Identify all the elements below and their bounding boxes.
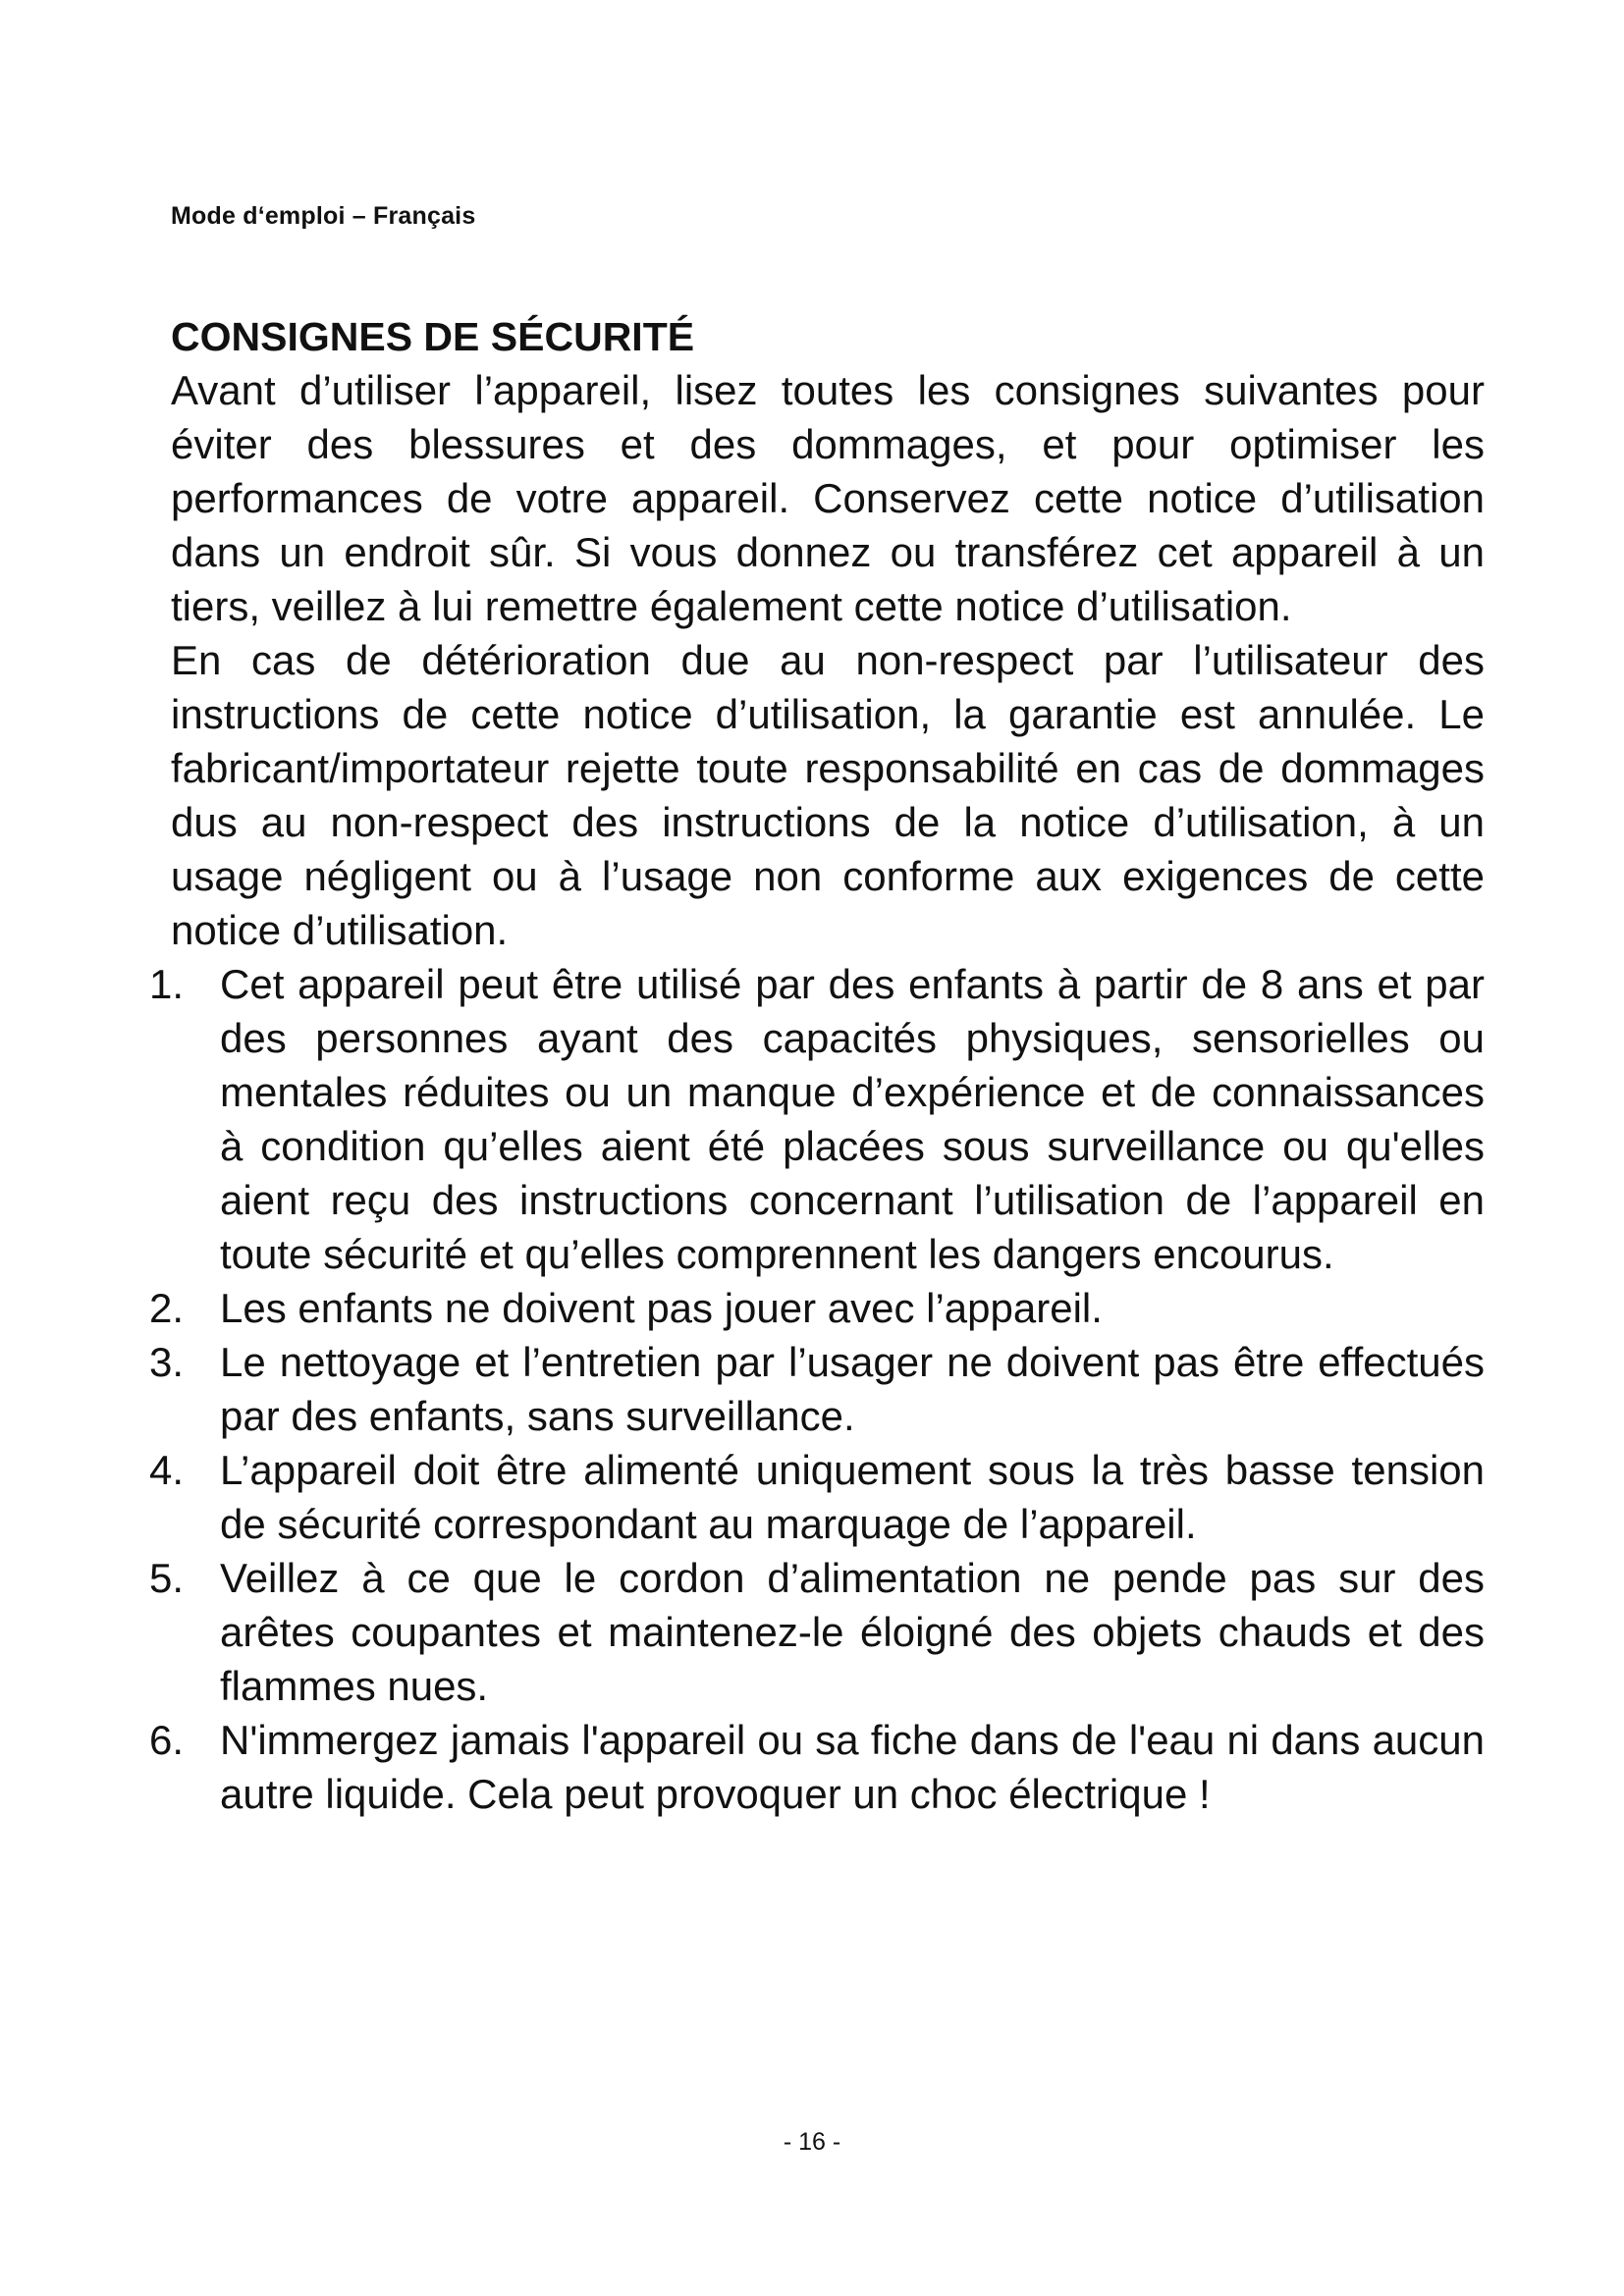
list-item-text: L’appareil doit être alimenté uniquement sous la très basse tension de sécurité correspondant au marquage de l’appareil. [220,1447,1485,1547]
list-item-text: N'immergez jamais l'appareil ou sa fiche dans de l'eau ni dans aucun autre liquide. Cela peut provoquer un choc électrique ! [220,1717,1485,1817]
running-header: Mode d‘emploi – Français [171,202,476,230]
list-item-text: Le nettoyage et l’entretien par l’usager ne doivent pas être effectués par des enfants, sans surveillance. [220,1339,1485,1439]
list-item [149,1713,1485,1821]
list-item [149,957,1485,1281]
list-item-text: Cet appareil peut être utilisé par des enfants à partir de 8 ans et par des personnes ayant des capacités physiques, sensorielles ou mentales réduites ou un manque d’expérience et de connaissances à condition qu’elles aient été placées sous surveillance ou qu'elles aient reçu des instructions concernant l’utilisation de l’appareil en toute sécurité et qu’elles comprennent les dangers encourus. [220,961,1485,1277]
list-item-number: 6. [149,1717,185,1763]
list-item-number: 3. [149,1339,185,1385]
list-item-number: 4. [149,1447,185,1493]
list-item [149,1335,1485,1443]
warranty-paragraph: En cas de détérioration due au non-respect par l’utilisateur des instructions de cette notice d’utilisation, la garantie est annulée. Le fabricant/importateur rejette toute responsabilité en cas de dommages dus au non-respect des instructions de la notice d’utilisation, à un usage négligent ou à l’usage non conforme aux exigences de cette notice d’utilisation. [171,637,1485,953]
intro-paragraph: Avant d’utiliser l’appareil, lisez toutes les consignes suivantes pour éviter des blessures et des dommages, et pour optimiser les performances de votre appareil. Conservez cette notice d’utilisation dans un endroit sûr. Si vous donnez ou transférez cet appareil à un tiers, veillez à lui remettre également cette notice d’utilisation. [171,367,1485,629]
safety-list [149,957,1485,1821]
safety-section [149,310,1485,1821]
list-item-number: 2. [149,1285,185,1331]
section-title: CONSIGNES DE SÉCURITÉ [171,314,695,359]
list-item-number: 1. [149,961,185,1007]
page-number: - 16 - [783,2128,841,2156]
list-item-text: Veillez à ce que le cordon d’alimentation ne pende pas sur des arêtes coupantes et maintenez-le éloigné des objets chauds et des flammes nues. [220,1555,1485,1709]
list-item [149,1551,1485,1713]
list-item-text: Les enfants ne doivent pas jouer avec l’appareil. [220,1285,1103,1331]
list-item [149,1443,1485,1551]
list-item [149,1281,1485,1335]
list-item-number: 5. [149,1555,185,1601]
